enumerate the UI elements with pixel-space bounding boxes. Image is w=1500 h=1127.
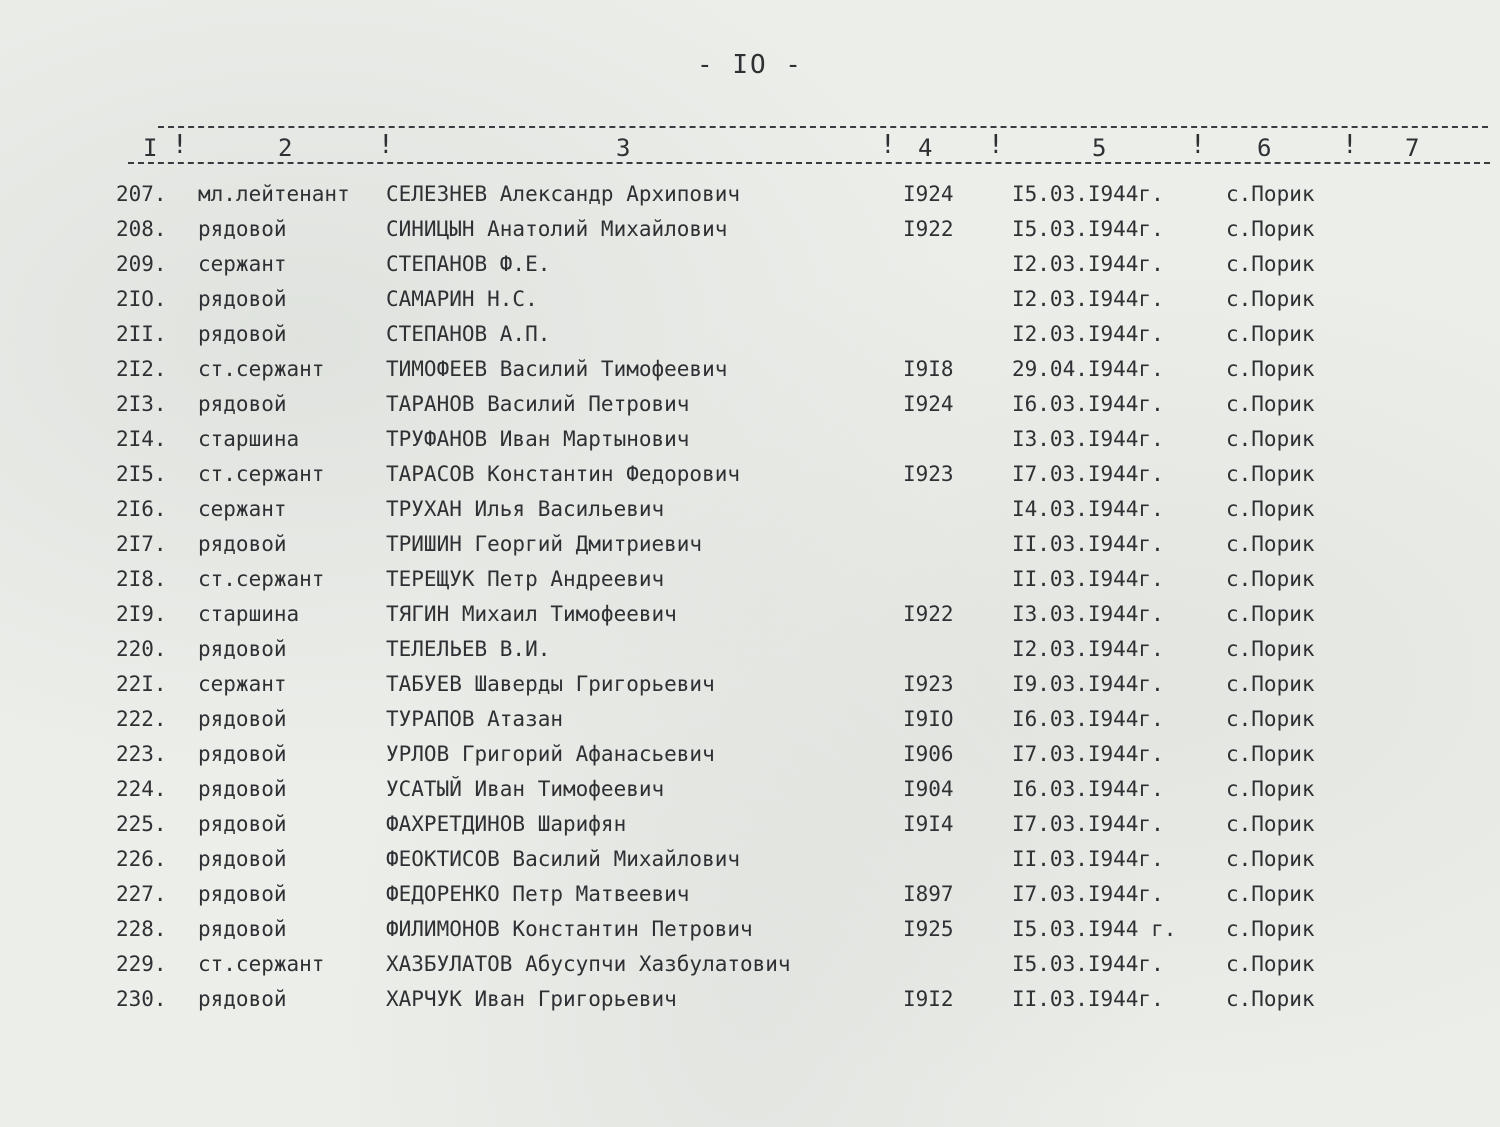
list-row [0,847,1500,882]
column-header-6: 6 [1257,134,1272,162]
date: I2.03.I944г. [1012,322,1164,346]
rank: ст.сержант [198,462,325,486]
date: I3.03.I944г. [1012,602,1164,626]
header-bottom-rule [128,162,1490,164]
rank: ст.сержант [198,567,325,591]
column-separator: ! [378,130,394,160]
place: с.Порик [1226,777,1315,801]
rank: рядовой [198,777,287,801]
full-name: СЕЛЕЗНЕВ Александр Архипович [386,182,741,206]
full-name: СТЕПАНОВ А.П. [386,322,551,346]
place: с.Порик [1226,427,1315,451]
list-row [0,777,1500,812]
birth-year: I922 [903,217,954,241]
row-number: 2I4. [116,427,167,451]
rank: сержант [198,672,287,696]
birth-year: I906 [903,742,954,766]
row-number: 230. [116,987,167,1011]
full-name: ТУРАПОВ Атазан [386,707,564,731]
place: с.Порик [1226,952,1315,976]
list-row [0,917,1500,952]
row-number: 223. [116,742,167,766]
row-number: 209. [116,252,167,276]
place: с.Порик [1226,322,1315,346]
rank: рядовой [198,812,287,836]
date: I2.03.I944г. [1012,252,1164,276]
date: I7.03.I944г. [1012,742,1164,766]
row-number: 2I6. [116,497,167,521]
row-number: 2I5. [116,462,167,486]
row-number: 2IO. [116,287,167,311]
row-number: 2I3. [116,392,167,416]
row-number: 2II. [116,322,167,346]
header-top-rule [158,126,1488,128]
column-header-3: 3 [616,134,631,162]
birth-year: I923 [903,672,954,696]
date: I2.03.I944г. [1012,287,1164,311]
place: с.Порик [1226,392,1315,416]
rank: рядовой [198,882,287,906]
list-row [0,427,1500,462]
birth-year: I9I8 [903,357,954,381]
list-row [0,497,1500,532]
rank: рядовой [198,707,287,731]
full-name: ФЕДОРЕНКО Петр Матвеевич [386,882,690,906]
list-row [0,742,1500,777]
date: I7.03.I944г. [1012,882,1164,906]
list-row [0,637,1500,672]
row-number: 224. [116,777,167,801]
row-number: 207. [116,182,167,206]
full-name: ТРУХАН Илья Васильевич [386,497,665,521]
full-name: ФИЛИМОНОВ Константин Петрович [386,917,753,941]
rank: ст.сержант [198,357,325,381]
date: II.03.I944г. [1012,532,1164,556]
column-separator: ! [1342,130,1358,160]
full-name: ТАБУЕВ Шаверды Григорьевич [386,672,715,696]
birth-year: I924 [903,392,954,416]
list-row [0,462,1500,497]
date: I6.03.I944г. [1012,707,1164,731]
full-name: ТЯГИН Михаил Тимофеевич [386,602,677,626]
place: с.Порик [1226,882,1315,906]
column-header-2: 2 [278,134,293,162]
full-name: ХАРЧУК Иван Григорьевич [386,987,677,1011]
rank: ст.сержант [198,952,325,976]
date: II.03.I944г. [1012,567,1164,591]
place: с.Порик [1226,707,1315,731]
full-name: СТЕПАНОВ Ф.Е. [386,252,551,276]
full-name: УСАТЫЙ Иван Тимофеевич [386,777,665,801]
date: I7.03.I944г. [1012,812,1164,836]
full-name: УРЛОВ Григорий Афанасьевич [386,742,715,766]
row-number: 2I7. [116,532,167,556]
date: I3.03.I944г. [1012,427,1164,451]
place: с.Порик [1226,217,1315,241]
page-number: - IO - [697,50,803,80]
full-name: ТРИШИН Георгий Дмитриевич [386,532,703,556]
rank: рядовой [198,742,287,766]
list-row [0,532,1500,567]
full-name: ТЕЛЕЛЬЕВ В.И. [386,637,551,661]
column-separator: ! [172,130,188,160]
list-row [0,322,1500,357]
list-row [0,812,1500,847]
rank: рядовой [198,847,287,871]
full-name: ТЕРЕЩУК Петр Андреевич [386,567,665,591]
full-name: ТРУФАНОВ Иван Мартынович [386,427,690,451]
rank: рядовой [198,987,287,1011]
row-number: 2I2. [116,357,167,381]
date: I5.03.I944г. [1012,182,1164,206]
row-number: 229. [116,952,167,976]
date: I5.03.I944 г. [1012,917,1177,941]
date: I6.03.I944г. [1012,392,1164,416]
place: с.Порик [1226,742,1315,766]
rank: сержант [198,497,287,521]
place: с.Порик [1226,497,1315,521]
list-row [0,987,1500,1022]
place: с.Порик [1226,287,1315,311]
place: с.Порик [1226,532,1315,556]
list-row [0,252,1500,287]
full-name: ФАХРЕТДИНОВ Шарифян [386,812,627,836]
birth-year: I9I2 [903,987,954,1011]
column-header-4: 4 [918,134,933,162]
date: I2.03.I944г. [1012,637,1164,661]
column-separator: ! [988,130,1004,160]
full-name: СИНИЦЫН Анатолий Михайлович [386,217,728,241]
full-name: ТИМОФЕЕВ Василий Тимофеевич [386,357,728,381]
date: I4.03.I944г. [1012,497,1164,521]
date: II.03.I944г. [1012,987,1164,1011]
birth-year: I9I4 [903,812,954,836]
full-name: ХАЗБУЛАТОВ Абусупчи Хазбулатович [386,952,791,976]
casualty-list [0,182,1500,1022]
column-header-1: I [143,134,158,162]
column-header-7: 7 [1405,134,1420,162]
date: 29.04.I944г. [1012,357,1164,381]
row-number: 222. [116,707,167,731]
list-row [0,882,1500,917]
list-row [0,952,1500,987]
full-name: САМАРИН Н.С. [386,287,538,311]
place: с.Порик [1226,917,1315,941]
full-name: ТАРАНОВ Василий Петрович [386,392,690,416]
date: I7.03.I944г. [1012,462,1164,486]
birth-year: I925 [903,917,954,941]
place: с.Порик [1226,672,1315,696]
place: с.Порик [1226,182,1315,206]
date: I9.03.I944г. [1012,672,1164,696]
column-separator: ! [1190,130,1206,160]
place: с.Порик [1226,462,1315,486]
place: с.Порик [1226,252,1315,276]
row-number: 220. [116,637,167,661]
row-number: 227. [116,882,167,906]
rank: рядовой [198,322,287,346]
date: I5.03.I944г. [1012,217,1164,241]
birth-year: I9IO [903,707,954,731]
rank: старшина [198,427,300,451]
list-row [0,672,1500,707]
birth-year: I922 [903,602,954,626]
list-row [0,357,1500,392]
full-name: ТАРАСОВ Константин Федорович [386,462,741,486]
date: I5.03.I944г. [1012,952,1164,976]
rank: рядовой [198,917,287,941]
birth-year: I904 [903,777,954,801]
row-number: 225. [116,812,167,836]
place: с.Порик [1226,567,1315,591]
birth-year: I897 [903,882,954,906]
list-row [0,287,1500,322]
list-row [0,217,1500,252]
list-row [0,392,1500,427]
rank: мл.лейтенант [198,182,350,206]
rank: рядовой [198,217,287,241]
row-number: 208. [116,217,167,241]
place: с.Порик [1226,637,1315,661]
rank: рядовой [198,287,287,311]
rank: сержант [198,252,287,276]
place: с.Порик [1226,847,1315,871]
list-row [0,707,1500,742]
column-header-5: 5 [1092,134,1107,162]
column-separator: ! [880,130,896,160]
list-row [0,567,1500,602]
list-row [0,602,1500,637]
row-number: 2I9. [116,602,167,626]
full-name: ФЕОКТИСОВ Василий Михайлович [386,847,741,871]
row-number: 22I. [116,672,167,696]
place: с.Порик [1226,812,1315,836]
date: II.03.I944г. [1012,847,1164,871]
place: с.Порик [1226,987,1315,1011]
place: с.Порик [1226,602,1315,626]
row-number: 2I8. [116,567,167,591]
birth-year: I923 [903,462,954,486]
row-number: 226. [116,847,167,871]
birth-year: I924 [903,182,954,206]
rank: рядовой [198,532,287,556]
list-row [0,182,1500,217]
date: I6.03.I944г. [1012,777,1164,801]
place: с.Порик [1226,357,1315,381]
rank: рядовой [198,392,287,416]
row-number: 228. [116,917,167,941]
rank: старшина [198,602,300,626]
rank: рядовой [198,637,287,661]
